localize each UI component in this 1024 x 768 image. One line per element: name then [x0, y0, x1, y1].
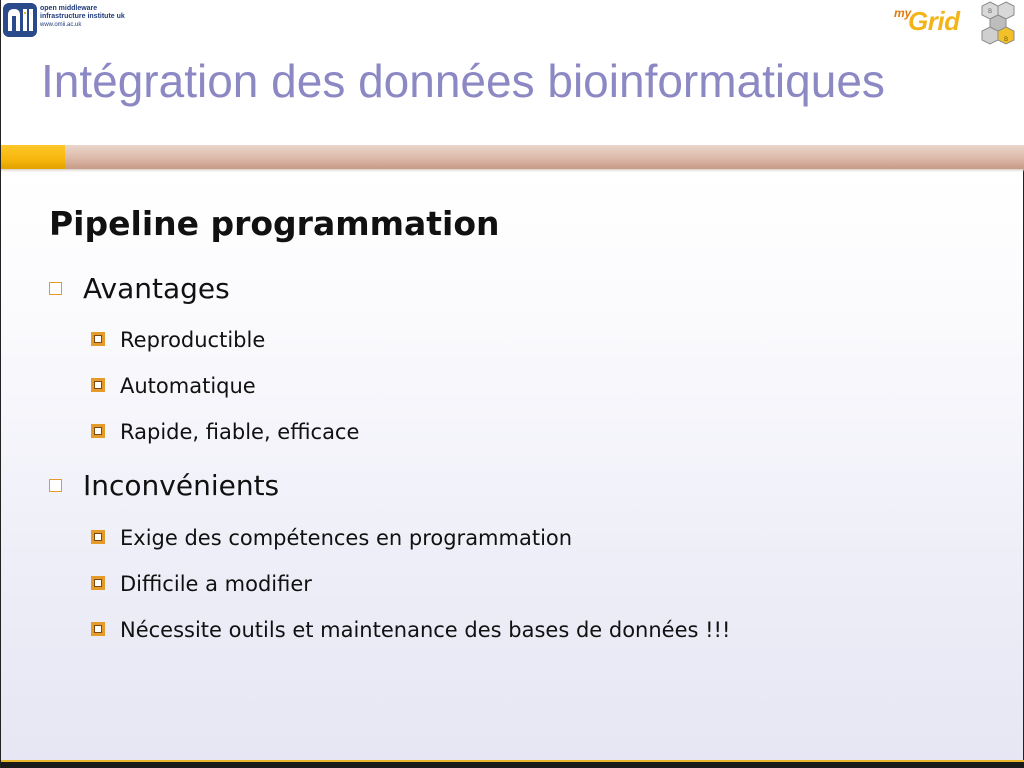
omii-line1: open middleware — [40, 5, 98, 12]
header-band-shadow — [1, 169, 1024, 172]
list-item-text: Difficile a modifier — [120, 572, 312, 596]
mygrid-logo — [893, 0, 1023, 46]
square-bullet-icon — [91, 332, 105, 346]
section-label: Avantages — [83, 272, 230, 305]
omii-logo-icon — [3, 3, 37, 37]
square-bullet-icon — [91, 622, 105, 636]
svg-text:B: B — [1004, 36, 1009, 43]
list-item-text: Reproductible — [120, 328, 266, 352]
bottom-bar — [1, 760, 1024, 768]
header-band — [65, 145, 1024, 169]
omii-logo — [3, 3, 183, 37]
square-bullet-icon — [91, 378, 105, 392]
omii-logo-text — [40, 5, 180, 29]
square-bullet-icon — [91, 530, 105, 544]
mygrid-name: Grid — [908, 6, 960, 36]
list-item-text: Rapide, fiable, efficace — [120, 420, 360, 444]
square-bullet-icon — [91, 576, 105, 590]
list-item-text: Exige des compétences en programmation — [120, 526, 573, 550]
slide-title: Intégration des données bioinformatiques — [41, 55, 885, 107]
hollow-square-bullet-icon — [49, 282, 62, 295]
header-band-accent — [1, 145, 65, 169]
omii-line2: infrastructure institute uk — [40, 13, 125, 20]
section-label: Inconvénients — [83, 469, 280, 502]
square-bullet-icon — [91, 424, 105, 438]
list-item-text: Automatique — [120, 374, 256, 398]
list-item-text: Nécessite outils et maintenance des bases de données !!! — [120, 618, 731, 642]
content-heading: Pipeline programmation — [49, 204, 500, 243]
hollow-square-bullet-icon — [49, 479, 62, 492]
slide-header — [1, 0, 1024, 145]
svg-text:B: B — [988, 8, 993, 15]
omii-url: www.omii.ac.uk — [40, 22, 82, 28]
hexagon-cluster-icon — [976, 0, 1022, 46]
mygrid-prefix: my — [894, 6, 912, 20]
